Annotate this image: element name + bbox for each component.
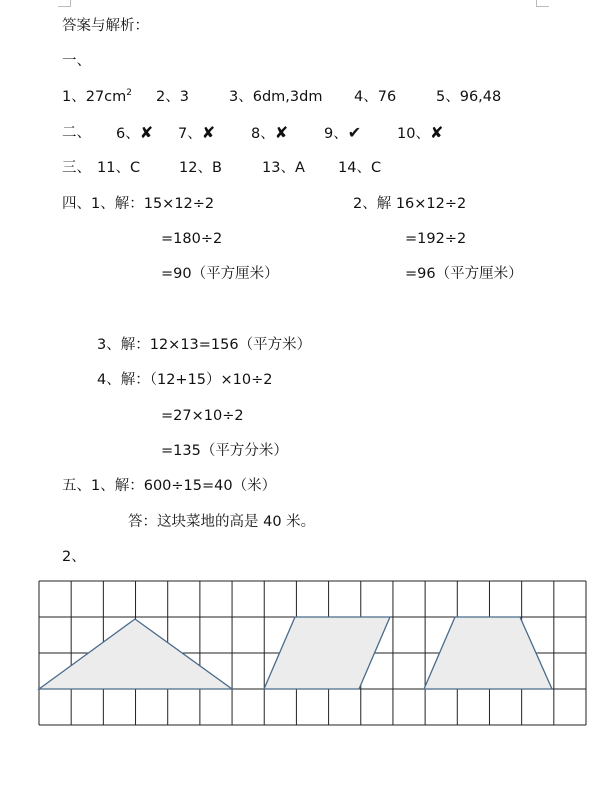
answer-item-6: 6、✘	[116, 123, 154, 142]
problem-4-step-2: =27×10÷2	[161, 408, 244, 424]
answer-item-9: 9、✔	[324, 123, 362, 142]
problem-2-step-1: 2、解 16×12÷2	[353, 196, 467, 212]
answer-item-7: 7、✘	[178, 123, 216, 142]
problem-3-step-1: 3、解：12×13=156（平方米）	[97, 337, 312, 353]
answer-item-4: 4、76	[354, 89, 397, 105]
answer-item-10: 10、✘	[397, 123, 444, 142]
section-2-label: 二、	[62, 125, 91, 141]
triangle-shape	[39, 619, 232, 689]
answer-item-5: 5、96,48	[436, 89, 502, 105]
problem-1-step-1: 四、1、解：15×12÷2	[62, 196, 215, 212]
trapezoid-shape	[424, 617, 552, 689]
problem-4-step-3: =135（平方分米）	[161, 443, 288, 459]
superscript: 2	[126, 88, 133, 98]
problem-4-step-1: 4、解：（12+15）×10÷2	[97, 372, 273, 388]
parallelogram-shape	[264, 617, 390, 689]
section-5-problem-1: 五、1、解：600÷15=40（米）	[62, 478, 277, 494]
answer-item-8: 8、✘	[251, 123, 289, 142]
answer-item-1: 1、$27cm^2$	[62, 88, 133, 105]
answer-title: 答案与解析：	[62, 18, 149, 34]
answer-item-2: 2、3	[156, 89, 189, 105]
answer-item-14: 14、C	[338, 160, 382, 176]
section-1-label: 一、	[62, 53, 91, 69]
answer-item-11: 11、C	[97, 160, 141, 176]
section-3-label: 三、	[62, 160, 91, 176]
answer-item-12: 12、B	[179, 160, 222, 176]
section-5-answer: 答：这块菜地的高是 40 米。	[128, 514, 316, 530]
cross-mark-icon: ✘	[201, 123, 216, 142]
answer-item-13: 13、A	[262, 160, 305, 176]
problem-1-step-2: =180÷2	[161, 231, 223, 247]
answer-item-3: 3、6dm,3dm	[229, 89, 323, 105]
problem-2-step-3: =96（平方厘米）	[405, 266, 523, 282]
problem-2-step-2: =192÷2	[405, 231, 467, 247]
cross-mark-icon: ✘	[139, 123, 154, 142]
cross-mark-icon: ✘	[429, 123, 444, 142]
check-mark-icon: ✔	[347, 123, 362, 142]
cross-mark-icon: ✘	[274, 123, 289, 142]
section-5-problem-2-label: 2、	[62, 549, 86, 565]
problem-1-step-3: =90（平方厘米）	[161, 266, 279, 282]
